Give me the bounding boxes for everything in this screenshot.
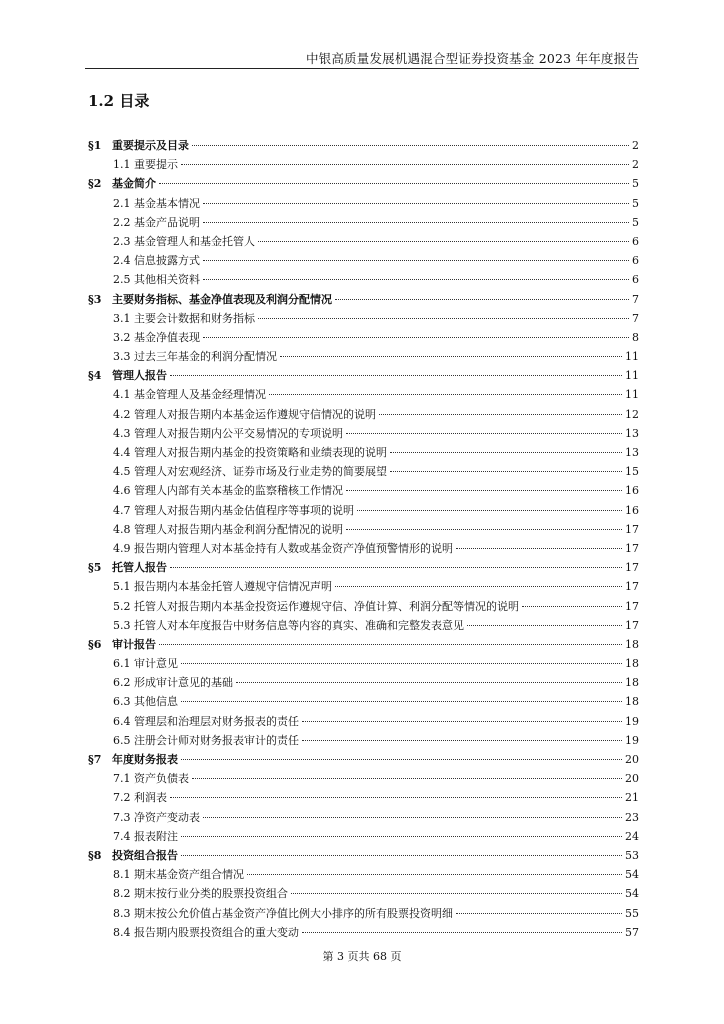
toc-chapter-entry[interactable] xyxy=(88,750,639,769)
toc-page-number: 18 xyxy=(625,657,639,671)
toc-page-number: 17 xyxy=(625,618,639,632)
toc-entry-title: 5.2 托管人对报告期内本基金投资运作遵规守信、净值计算、利润分配等情况的说明 xyxy=(113,599,519,613)
toc-page-number: 20 xyxy=(625,772,639,786)
toc-chapter-title: 管理人报告 xyxy=(112,369,167,383)
toc-subsection-entry[interactable] xyxy=(88,808,639,827)
toc-dot-leader xyxy=(467,625,622,626)
toc-entry-title: 2.1 基金基本情况 xyxy=(113,196,200,210)
toc-dot-leader xyxy=(302,932,622,933)
toc-page-number: 16 xyxy=(625,503,639,517)
toc-entry-title: 4.8 管理人对报告期内基金利润分配情况的说明 xyxy=(113,522,343,536)
toc-subsection-entry[interactable] xyxy=(88,155,639,174)
toc-page-number: 24 xyxy=(625,829,639,843)
toc-dot-leader xyxy=(170,567,622,568)
toc-chapter-entry[interactable] xyxy=(88,366,639,385)
toc-page-number: 54 xyxy=(625,887,639,901)
toc-entry-title: 2.5 其他相关资料 xyxy=(113,273,200,287)
toc-subsection-entry[interactable] xyxy=(88,462,639,481)
toc-dot-leader xyxy=(159,644,622,645)
toc-subsection-entry[interactable] xyxy=(88,424,639,443)
toc-entry-title: 7.3 净资产变动表 xyxy=(113,810,200,824)
toc-chapter-number: §7 xyxy=(88,753,102,766)
toc-subsection-entry[interactable] xyxy=(88,827,639,846)
toc-entry-title: 3.1 主要会计数据和财务指标 xyxy=(113,311,255,325)
toc-page-number: 20 xyxy=(625,753,639,766)
toc-entry-title: 1.1 重要提示 xyxy=(113,158,178,172)
toc-dot-leader xyxy=(456,548,622,549)
toc-page-number: 7 xyxy=(632,292,639,306)
toc-entry-title: 3.3 过去三年基金的利润分配情况 xyxy=(113,350,277,364)
toc-page-number: 55 xyxy=(625,906,639,920)
toc-dot-leader xyxy=(291,893,622,894)
toc-chapter-number: §5 xyxy=(88,561,102,575)
toc-page-number: 17 xyxy=(625,599,639,613)
toc-dot-leader xyxy=(192,145,629,146)
toc-entry-title: 4.7 管理人对报告期内基金估值程序等事项的说明 xyxy=(113,503,354,517)
toc-subsection-entry[interactable] xyxy=(88,405,639,424)
toc-entry-title: 7.4 报表附注 xyxy=(113,829,178,843)
toc-subsection-entry[interactable] xyxy=(88,712,639,731)
toc-page-number: 6 xyxy=(632,254,639,268)
page-number-footer: 第 3 页共 68 页 xyxy=(322,950,402,963)
toc-dot-leader xyxy=(192,778,622,779)
toc-subsection-entry[interactable] xyxy=(88,923,639,942)
toc-dot-leader xyxy=(203,337,629,338)
toc-chapter-title: 基金简介 xyxy=(112,177,156,191)
toc-dot-leader xyxy=(390,471,622,472)
toc-subsection-entry[interactable] xyxy=(88,788,639,807)
toc-dot-leader xyxy=(522,606,622,607)
toc-page-number: 23 xyxy=(625,810,639,824)
toc-entry-title: 4.6 管理人内部有关本基金的监察稽核工作情况 xyxy=(113,484,343,498)
toc-dot-leader xyxy=(346,490,622,491)
toc-page-number: 53 xyxy=(625,848,639,862)
toc-entry-title: 6.1 审计意见 xyxy=(113,657,178,671)
toc-chapter-entry[interactable] xyxy=(88,558,639,577)
toc-entry-title xyxy=(88,136,189,155)
toc-dot-leader xyxy=(335,299,629,300)
toc-page-number: 18 xyxy=(625,695,639,709)
toc-subsection-entry[interactable] xyxy=(88,213,639,232)
toc-page-number: 5 xyxy=(632,177,639,191)
toc-chapter-entry[interactable] xyxy=(88,846,639,865)
toc-chapter-title: 主要财务指标、基金净值表现及利润分配情况 xyxy=(112,292,332,306)
toc-entry-title: 4.1 基金管理人及基金经理情况 xyxy=(113,388,266,402)
toc-dot-leader xyxy=(236,682,622,683)
toc-entry-title: 8.4 报告期内股票投资组合的重大变动 xyxy=(113,925,299,939)
toc-subsection-entry[interactable] xyxy=(88,347,639,366)
toc-page-number: 5 xyxy=(632,196,639,210)
toc-subsection-entry[interactable] xyxy=(88,769,639,788)
toc-chapter-title: 重要提示及目录 xyxy=(112,139,189,152)
toc-dot-leader xyxy=(203,222,629,223)
toc-subsection-entry[interactable] xyxy=(88,251,639,270)
toc-entry-title: 4.3 管理人对报告期内公平交易情况的专项说明 xyxy=(113,426,343,440)
toc-dot-leader xyxy=(203,260,629,261)
toc-entry-title xyxy=(88,366,167,385)
toc-chapter-number: §8 xyxy=(88,848,102,862)
toc-page-number: 21 xyxy=(625,791,639,805)
toc-dot-leader xyxy=(159,183,629,184)
toc-subsection-entry[interactable] xyxy=(88,865,639,884)
toc-subsection-entry[interactable] xyxy=(88,385,639,404)
toc-entry-title: 2.3 基金管理人和基金托管人 xyxy=(113,234,255,248)
toc-entry-title: 6.3 其他信息 xyxy=(113,695,178,709)
toc-heading: 1.2 目录 xyxy=(88,92,150,110)
toc-page-number: 6 xyxy=(632,234,639,248)
toc-dot-leader xyxy=(181,701,622,702)
toc-entry-title: 4.4 管理人对报告期内基金的投资策略和业绩表现的说明 xyxy=(113,446,387,459)
toc-entry-title: 6.4 管理层和治理层对财务报表的责任 xyxy=(113,714,299,728)
toc-chapter-entry[interactable] xyxy=(88,174,639,193)
toc-entry-title xyxy=(88,558,167,577)
toc-chapter-number: §6 xyxy=(88,637,102,651)
toc-dot-leader xyxy=(357,510,622,511)
toc-subsection-entry[interactable] xyxy=(88,654,639,673)
toc-subsection-entry[interactable] xyxy=(88,577,639,596)
toc-entry-title: 5.1 报告期内本基金托管人遵规守信情况声明 xyxy=(113,580,332,594)
table-of-contents xyxy=(88,136,639,942)
toc-dot-leader xyxy=(181,836,622,837)
toc-page-number: 11 xyxy=(625,350,639,364)
toc-subsection-entry[interactable] xyxy=(88,501,639,520)
toc-dot-leader xyxy=(379,414,622,415)
toc-subsection-entry[interactable] xyxy=(88,904,639,923)
toc-page-number: 17 xyxy=(625,522,639,536)
toc-dot-leader xyxy=(247,874,622,875)
toc-subsection-entry[interactable] xyxy=(88,731,639,750)
toc-dot-leader xyxy=(203,279,629,280)
toc-page-number: 18 xyxy=(625,637,639,651)
toc-subsection-entry[interactable] xyxy=(88,443,639,462)
toc-page-number: 17 xyxy=(625,541,639,555)
toc-entry-title xyxy=(88,174,156,193)
toc-subsection-entry[interactable] xyxy=(88,616,639,635)
toc-dot-leader xyxy=(346,529,622,530)
toc-dot-leader xyxy=(269,394,622,395)
toc-page-number: 16 xyxy=(625,484,639,498)
toc-subsection-entry[interactable] xyxy=(88,520,639,539)
toc-chapter-entry[interactable] xyxy=(88,290,639,309)
toc-subsection-entry[interactable] xyxy=(88,270,639,289)
toc-dot-leader xyxy=(302,721,622,722)
toc-entry-title: 7.2 利润表 xyxy=(113,791,167,805)
toc-dot-leader xyxy=(203,203,629,204)
toc-chapter-title: 投资组合报告 xyxy=(112,848,178,862)
toc-page-number: 8 xyxy=(632,330,639,344)
toc-dot-leader xyxy=(258,318,629,319)
toc-subsection-entry[interactable] xyxy=(88,232,639,251)
toc-page-number: 6 xyxy=(632,273,639,287)
toc-entry-title: 8.3 期末按公允价值占基金资产净值比例大小排序的所有股票投资明细 xyxy=(113,906,453,920)
toc-entry-title: 8.2 期末按行业分类的股票投资组合 xyxy=(113,887,288,901)
toc-dot-leader xyxy=(280,356,622,357)
header-divider xyxy=(85,68,639,69)
toc-subsection-entry[interactable] xyxy=(88,597,639,616)
toc-page-number: 15 xyxy=(625,465,639,479)
toc-dot-leader xyxy=(203,817,622,818)
toc-chapter-number: §3 xyxy=(88,292,102,306)
toc-dot-leader xyxy=(258,241,629,242)
toc-subsection-entry[interactable] xyxy=(88,481,639,500)
toc-entry-title: 2.4 信息披露方式 xyxy=(113,254,200,268)
toc-page-number: 13 xyxy=(625,446,639,459)
toc-dot-leader xyxy=(181,164,629,165)
toc-subsection-entry[interactable] xyxy=(88,692,639,711)
toc-entry-title: 6.5 注册会计师对财务报表审计的责任 xyxy=(113,733,299,747)
toc-page-number: 17 xyxy=(625,580,639,594)
toc-entry-title: 7.1 资产负债表 xyxy=(113,772,189,786)
toc-chapter-number: §4 xyxy=(88,369,102,383)
toc-page-number: 2 xyxy=(632,158,639,172)
toc-dot-leader xyxy=(456,913,622,914)
toc-chapter-number: §1 xyxy=(88,139,102,152)
toc-page-number: 5 xyxy=(632,215,639,229)
toc-entry-title xyxy=(88,635,156,654)
toc-entry-title xyxy=(88,290,332,309)
toc-page-number: 54 xyxy=(625,868,639,882)
toc-chapter-title: 托管人报告 xyxy=(112,561,167,575)
toc-dot-leader xyxy=(181,759,622,760)
toc-dot-leader xyxy=(181,855,622,856)
toc-dot-leader xyxy=(302,740,622,741)
toc-entry-title: 5.3 托管人对本年度报告中财务信息等内容的真实、准确和完整发表意见 xyxy=(113,618,464,632)
toc-subsection-entry[interactable] xyxy=(88,884,639,903)
toc-page-number: 18 xyxy=(625,676,639,690)
toc-page-number: 19 xyxy=(625,714,639,728)
toc-subsection-entry[interactable] xyxy=(88,539,639,558)
toc-page-number: 2 xyxy=(632,139,639,152)
toc-page-number: 7 xyxy=(632,311,639,325)
toc-subsection-entry[interactable] xyxy=(88,673,639,692)
report-header-title: 中银高质量发展机遇混合型证券投资基金 2023 年年度报告 xyxy=(305,51,639,66)
toc-dot-leader xyxy=(170,797,622,798)
toc-subsection-entry[interactable] xyxy=(88,194,639,213)
toc-entry-title: 4.9 报告期内管理人对本基金持有人数或基金资产净值预警情形的说明 xyxy=(113,541,453,555)
toc-dot-leader xyxy=(170,375,622,376)
toc-entry-title: 6.2 形成审计意见的基础 xyxy=(113,676,233,690)
toc-entry-title: 4.2 管理人对报告期内本基金运作遵规守信情况的说明 xyxy=(113,407,376,421)
toc-entry-title xyxy=(88,846,178,865)
toc-page-number: 17 xyxy=(625,561,639,575)
toc-entry-title xyxy=(88,750,178,769)
toc-dot-leader xyxy=(346,433,622,434)
toc-entry-title: 8.1 期末基金资产组合情况 xyxy=(113,868,244,882)
toc-subsection-entry[interactable] xyxy=(88,309,639,328)
toc-chapter-entry[interactable] xyxy=(88,635,639,654)
toc-entry-title: 3.2 基金净值表现 xyxy=(113,330,200,344)
toc-dot-leader xyxy=(335,586,622,587)
toc-chapter-title: 年度财务报表 xyxy=(112,753,178,766)
toc-dot-leader xyxy=(390,452,622,453)
toc-entry-title: 4.5 管理人对宏观经济、证券市场及行业走势的简要展望 xyxy=(113,465,387,479)
toc-page-number: 12 xyxy=(625,407,639,421)
toc-page-number: 11 xyxy=(625,369,639,383)
toc-page-number: 11 xyxy=(625,388,639,402)
toc-page-number: 13 xyxy=(625,426,639,440)
toc-entry-title: 2.2 基金产品说明 xyxy=(113,215,200,229)
toc-chapter-number: §2 xyxy=(88,177,102,191)
toc-page-number: 19 xyxy=(625,733,639,747)
toc-dot-leader xyxy=(181,663,622,664)
toc-subsection-entry[interactable] xyxy=(88,328,639,347)
toc-chapter-entry[interactable] xyxy=(88,136,639,155)
toc-page-number: 57 xyxy=(625,925,639,939)
toc-chapter-title: 审计报告 xyxy=(112,637,156,651)
